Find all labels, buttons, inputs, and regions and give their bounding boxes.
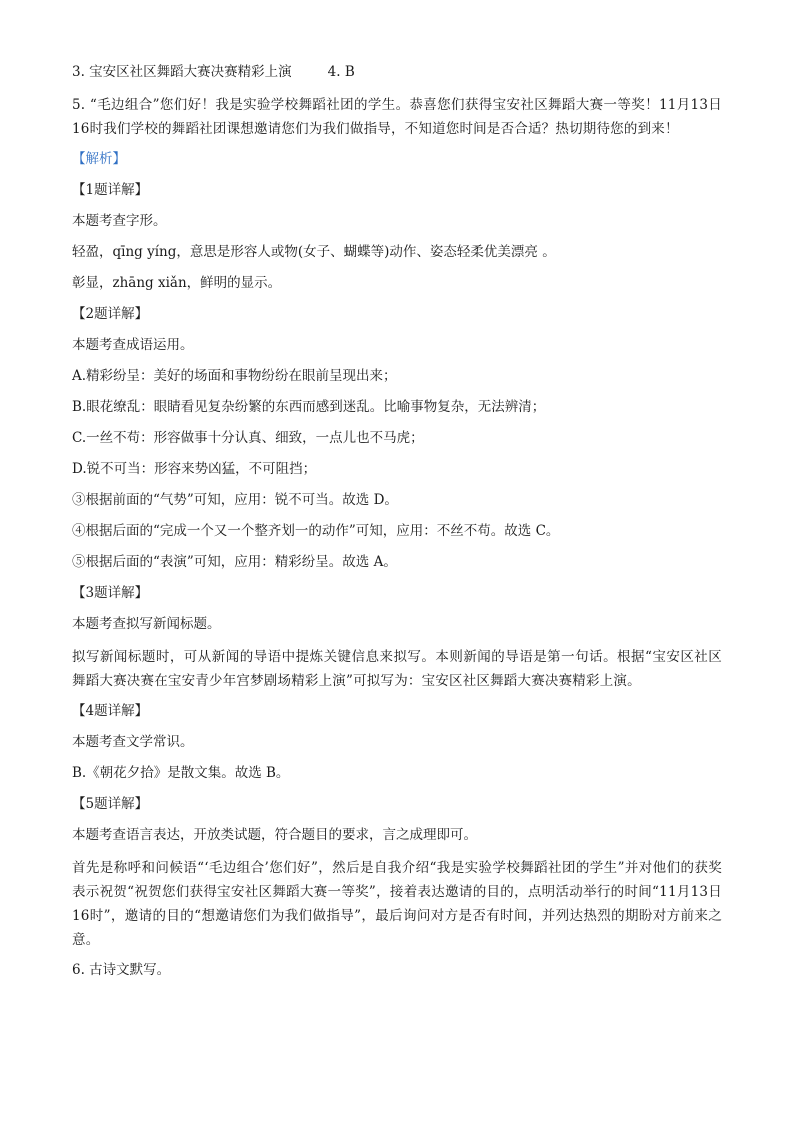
section-heading-2: 【2题详解】 — [72, 306, 149, 322]
paragraph: ⑤根据后面的“表演”可知，应用：精彩纷呈。故选 A。 — [72, 554, 397, 570]
answer-5: 5. “毛边组合”您们好！我是实验学校舞蹈社团的学生。恭喜您们获得宝安社区舞蹈大赛一等奖！11月13日16时我们学校的舞蹈社团课想邀请您们为我们做指导，不知道您时间是否合适？热切期待您的到来！ — [72, 97, 722, 137]
section-heading-5: 【5题详解】 — [72, 796, 149, 812]
paragraph: 本题考查字形。 — [72, 213, 167, 229]
section-heading-1: 【1题详解】 — [72, 182, 149, 198]
paragraph: 彰显，zhāng xiǎn，鲜明的显示。 — [72, 275, 282, 291]
paragraph: B.《朝花夕拾》是散文集。故选 B。 — [72, 765, 290, 781]
answer-3: 3. 宝安区社区舞蹈大赛决赛精彩上演 — [72, 64, 292, 80]
paragraph: C.一丝不苟：形容做事十分认真、细致，一点儿也不马虎； — [72, 430, 424, 446]
section-heading-4: 【4题详解】 — [72, 703, 149, 719]
question-6-heading: 6. 古诗文默写。 — [72, 962, 171, 978]
paragraph: 拟写新闻标题时，可从新闻的导语中提炼关键信息来拟写。本则新闻的导语是第一句话。根据“宝安区社区舞蹈大赛决赛在宝安青少年宫梦剧场精彩上演”可拟写为：宝安区社区舞蹈大赛决赛精彩上演。 — [72, 649, 722, 689]
paragraph: D.锐不可当：形容来势凶猛，不可阻挡； — [72, 461, 317, 477]
paragraph: ③根据前面的“气势”可知，应用：锐不可当。故选 D。 — [72, 492, 398, 508]
paragraph: 本题考查文学常识。 — [72, 734, 194, 750]
paragraph: B.眼花缭乱：眼睛看见复杂纷繁的东西而感到迷乱。比喻事物复杂，无法辨清； — [72, 399, 546, 415]
paragraph: 首先是称呼和问候语“‘毛边组合’您们好”，然后是自我介绍“我是实验学校舞蹈社团的学生”并对他们的获奖表示祝贺“祝贺您们获得宝安社区舞蹈大赛一等奖”，接着表达邀请的目的，点明活动举行的时间“11月13日16时”，邀请的目的“想邀请您们为我们做指导”，最后询问对方是否有时间，并列达热烈的期盼对方前来之意。 — [72, 860, 722, 948]
paragraph: 本题考查拟写新闻标题。 — [72, 616, 221, 632]
section-heading-3: 【3题详解】 — [72, 585, 149, 601]
paragraph: 轻盈，qīng yíng，意思是形容人或物(女子、蝴蝶等)动作、姿态轻柔优美漂亮 。 — [72, 244, 556, 260]
paragraph: ④根据后面的“完成一个又一个整齐划一的动作”可知，应用：不丝不苟。故选 C。 — [72, 523, 560, 539]
answer-4: 4. B — [327, 64, 355, 80]
paragraph: 本题考查语言表达，开放类试题，符合题目的要求，言之成理即可。 — [72, 827, 477, 843]
paragraph: A.精彩纷呈：美好的场面和事物纷纷在眼前呈现出来； — [72, 368, 397, 384]
document-page — [72, 62, 722, 991]
analysis-label: 【解析】 — [72, 151, 126, 167]
paragraph: 本题考查成语运用。 — [72, 337, 194, 353]
answer-line-3-4 — [72, 62, 722, 83]
